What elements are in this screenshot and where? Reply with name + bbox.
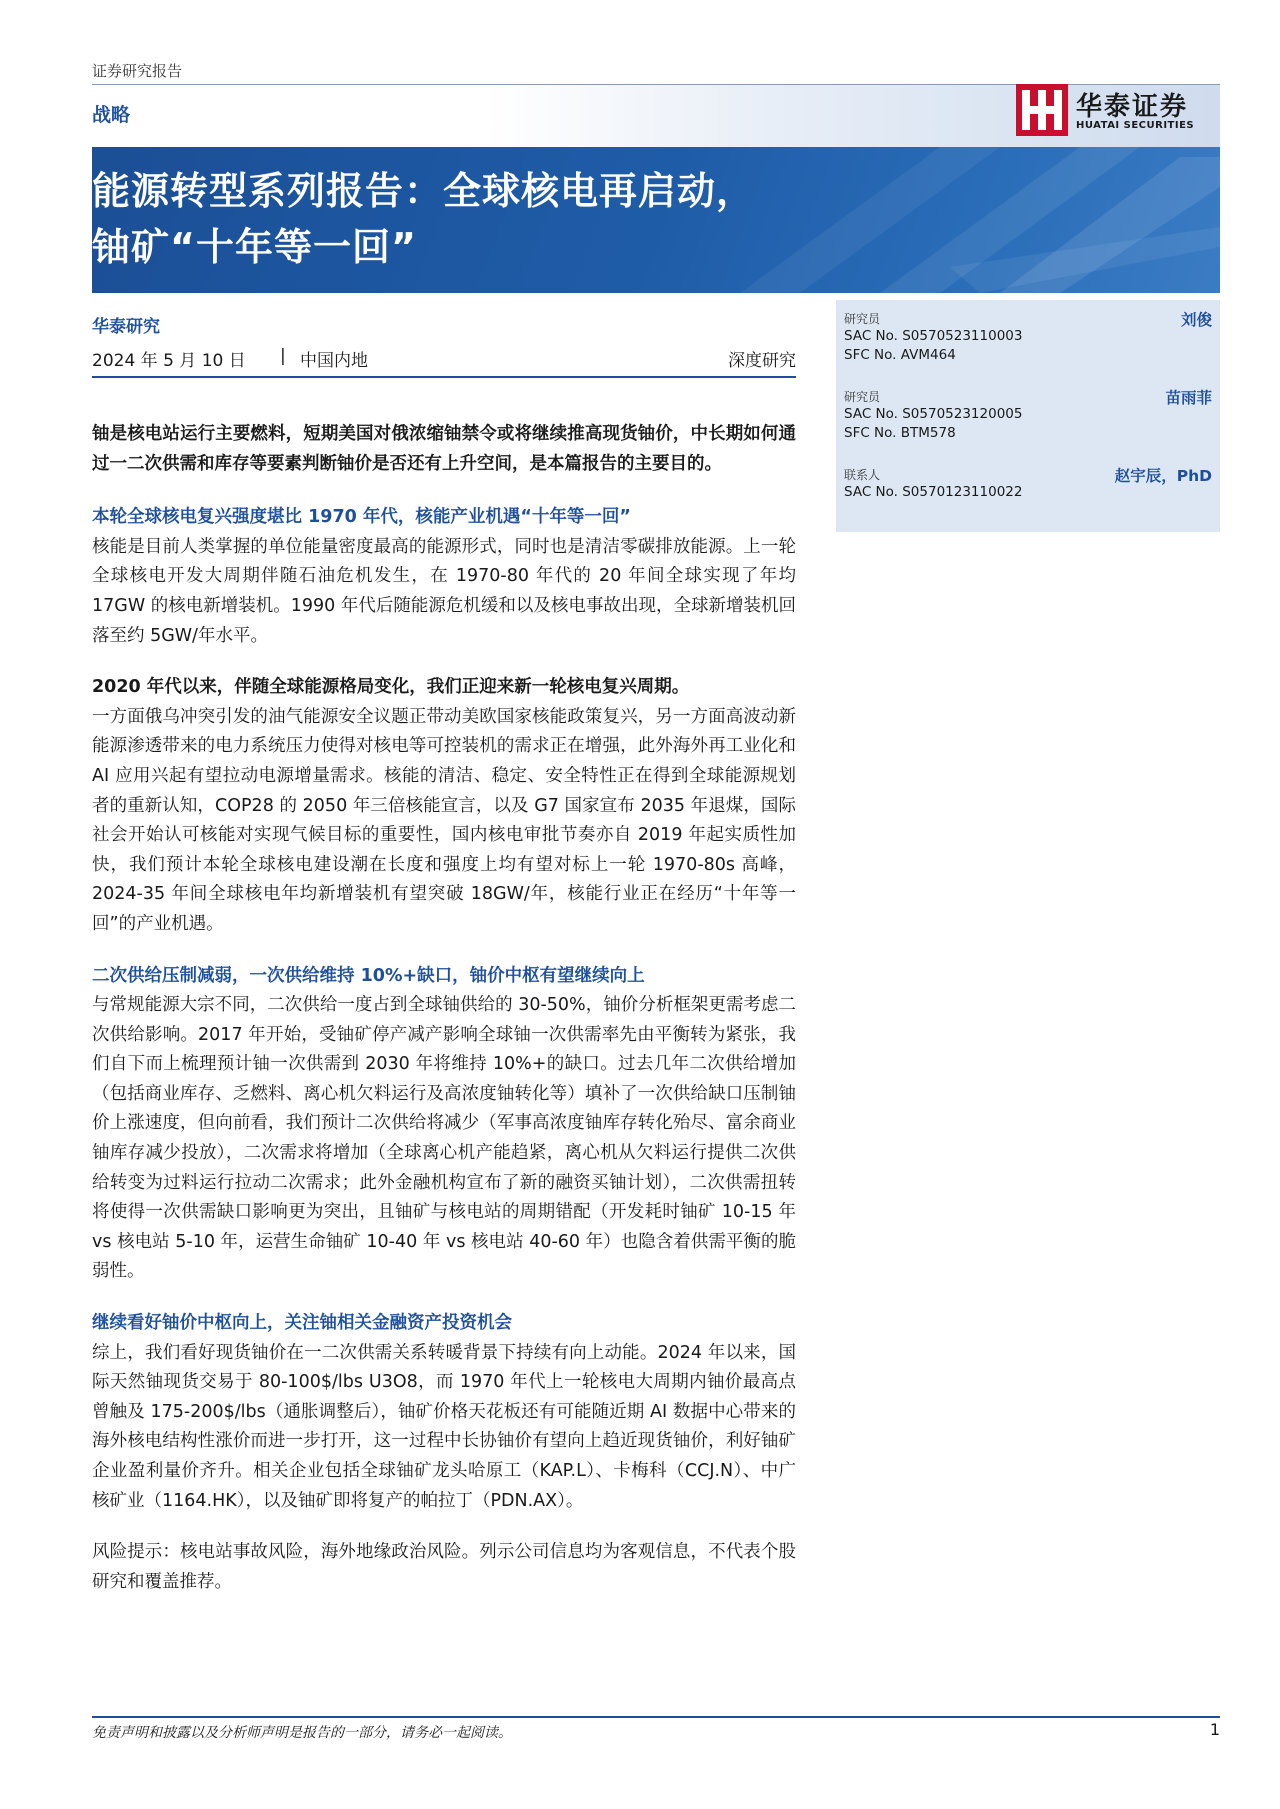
meta-row: [92, 346, 796, 378]
footer-divider: [92, 1716, 1220, 1718]
main-column: [92, 312, 796, 1597]
analyst-3-name: 赵宇辰，PhD: [1114, 467, 1212, 485]
analyst-3-role: 联系人: [844, 468, 881, 482]
analyst-panel: [836, 300, 1220, 532]
publish-date: 2024 年 5 月 10 日: [92, 351, 246, 371]
report-type: 深度研究: [728, 351, 796, 371]
analyst-3: [844, 466, 1212, 502]
publisher: 华泰研究: [92, 317, 160, 337]
analyst-1-role: 研究员: [844, 312, 881, 326]
huatai-logo-icon: [1016, 84, 1068, 136]
title-banner: [92, 147, 1220, 293]
analyst-2-name: 苗雨菲: [1165, 389, 1212, 407]
risk-warning: 风险提示：核电站事故风险，海外地缘政治风险。列示公司信息均为客观信息，不代表个股研究和覆盖推荐。: [92, 1542, 796, 1592]
section-3: [92, 962, 796, 1288]
analyst-1: [844, 310, 1212, 365]
region: 中国内地: [300, 351, 368, 371]
section-2-body: 一方面俄乌冲突引发的油气能源安全议题正带动美欧国家核能政策复兴，另一方面高波动新能源渗透带来的电力系统压力使得对核电等可控装机的需求正在增强，此外海外再工业化和 AI 应用兴起有望拉动电源增量需求。核能的清洁、稳定、安全特性正在得到全球能源规划者的重新认知，COP28 的 2050 年三倍核能宣言，以及 G7 国家宣布 2035 年退煤，国际社会开始认可核能对实现气候目标的重要性，国内核电审批节奏亦自 2019 年起实质性加快，我们预计本轮全球核电建设潮在长度和强度上均有望对标上一轮 1970-80s 高峰，2024-35 年间全球核电年均新增装机有望突破 18GW/年，核能行业正在经历“十年等一回”的产业机遇。: [92, 706, 796, 934]
analyst-2-sfc: SFC No. BTM578: [844, 425, 956, 441]
section-1-body: 核能是目前人类掌握的单位能量密度最高的能源形式，同时也是清洁零碳排放能源。上一轮全球核电开发大周期伴随石油危机发生，在 1970-80 年代的 20 年间全球实现了年均 17GW 的核电新增装机。1990 年代后随能源危机缓和以及核电事故出现，全球新增装机回落至约 5GW/年水平。: [92, 536, 796, 646]
analyst-1-sfc: SFC No. AVM464: [844, 347, 956, 363]
logo-english-text: HUATAI SECURITIES: [1076, 120, 1195, 131]
footer-disclaimer: 免责声明和披露以及分析师声明是报告的一部分，请务必一起阅读。: [92, 1725, 512, 1741]
section-3-heading: 二次供给压制减弱，一次供给维持 10%+缺口，铀价中枢有望继续向上: [92, 965, 645, 986]
report-title: [92, 163, 755, 275]
analyst-2: [844, 388, 1212, 443]
meta-separator: |: [280, 346, 286, 366]
section-4: [92, 1309, 796, 1516]
section-4-body: 综上，我们看好现货铀价在一二次供需关系转暖背景下持续有向上动能。2024 年以来，国际天然铀现货交易于 80-100$/lbs U3O8，而 1970 年代上一轮核电大周期内铀价最高点曾触及 175-200$/lbs（通胀调整后），铀矿价格天花板还有可能随近期 AI 数据中心带来的海外核电结构性涨价而进一步打开，这一过程中长协铀价有望向上趋近现货铀价，利好铀矿企业盈利量价齐升。相关企业包括全球铀矿龙头哈原工（KAP.L）、卡梅科（CCJ.N）、中广核矿业（1164.HK），以及铀矿即将复产的帕拉丁（PDN.AX）。: [92, 1342, 796, 1511]
analyst-2-sac: SAC No. S0570523120005: [844, 406, 1023, 422]
huatai-logo: [1016, 84, 1220, 142]
analyst-1-sac: SAC No. S0570523110003: [844, 328, 1023, 344]
analyst-2-role: 研究员: [844, 390, 881, 404]
report-title-line-2: 铀矿“十年等一回”: [92, 225, 417, 269]
analyst-1-name: 刘俊: [1180, 311, 1212, 329]
report-title-line-1: 能源转型系列报告：全球核电再启动，: [92, 169, 756, 213]
section-1-heading: 本轮全球核电复兴强度堪比 1970 年代，核能产业机遇“十年等一回”: [92, 507, 631, 528]
analyst-3-sac: SAC No. S0570123110022: [844, 484, 1023, 500]
section-2: [92, 673, 796, 939]
section-1: [92, 503, 796, 651]
logo-chinese-text: 华泰证券: [1076, 92, 1189, 122]
page-number: 1: [1209, 1720, 1220, 1739]
doc-type-label: 证券研究报告: [92, 62, 183, 80]
category-label: 战略: [92, 104, 131, 126]
section-4-heading: 继续看好铀价中枢向上，关注铀相关金融资产投资机会: [92, 1313, 512, 1334]
section-2-lead: 2020 年代以来，伴随全球能源格局变化，我们正迎来新一轮核电复兴周期。: [92, 677, 690, 698]
summary-paragraph: 铀是核电站运行主要燃料，短期美国对俄浓缩铀禁令或将继续推高现货铀价，中长期如何通过一二次供需和库存等要素判断铀价是否还有上升空间，是本篇报告的主要目的。: [92, 424, 796, 474]
section-3-body: 与常规能源大宗不同，二次供给一度占到全球铀供给的 30-50%，铀价分析框架更需考虑二次供给影响。2017 年开始，受铀矿停产减产影响全球铀一次供需率先由平衡转为紧张，我们自下而上梳理预计铀一次供需到 2030 年将维持 10%+的缺口。过去几年二次供给增加（包括商业库存、乏燃料、离心机欠料运行及高浓度铀转化等）填补了一次供给缺口压制铀价上涨速度，但向前看，我们预计二次供给将减少（军事高浓度铀库存转化殆尽、富余商业铀库存减少投放），二次需求将增加（全球离心机产能趋紧，离心机从欠料运行提供二次供给转变为过料运行拉动二次需求；此外金融机构宣布了新的融资买铀计划），二次供需扭转将使得一次供需缺口影响更为突出，且铀矿与核电站的周期错配（开发耗时铀矿 10-15 年 vs 核电站 5-10 年，运营生命铀矿 10-40 年 vs 核电站 40-60 年）也隐含着供需平衡的脆弱性。: [92, 995, 796, 1282]
